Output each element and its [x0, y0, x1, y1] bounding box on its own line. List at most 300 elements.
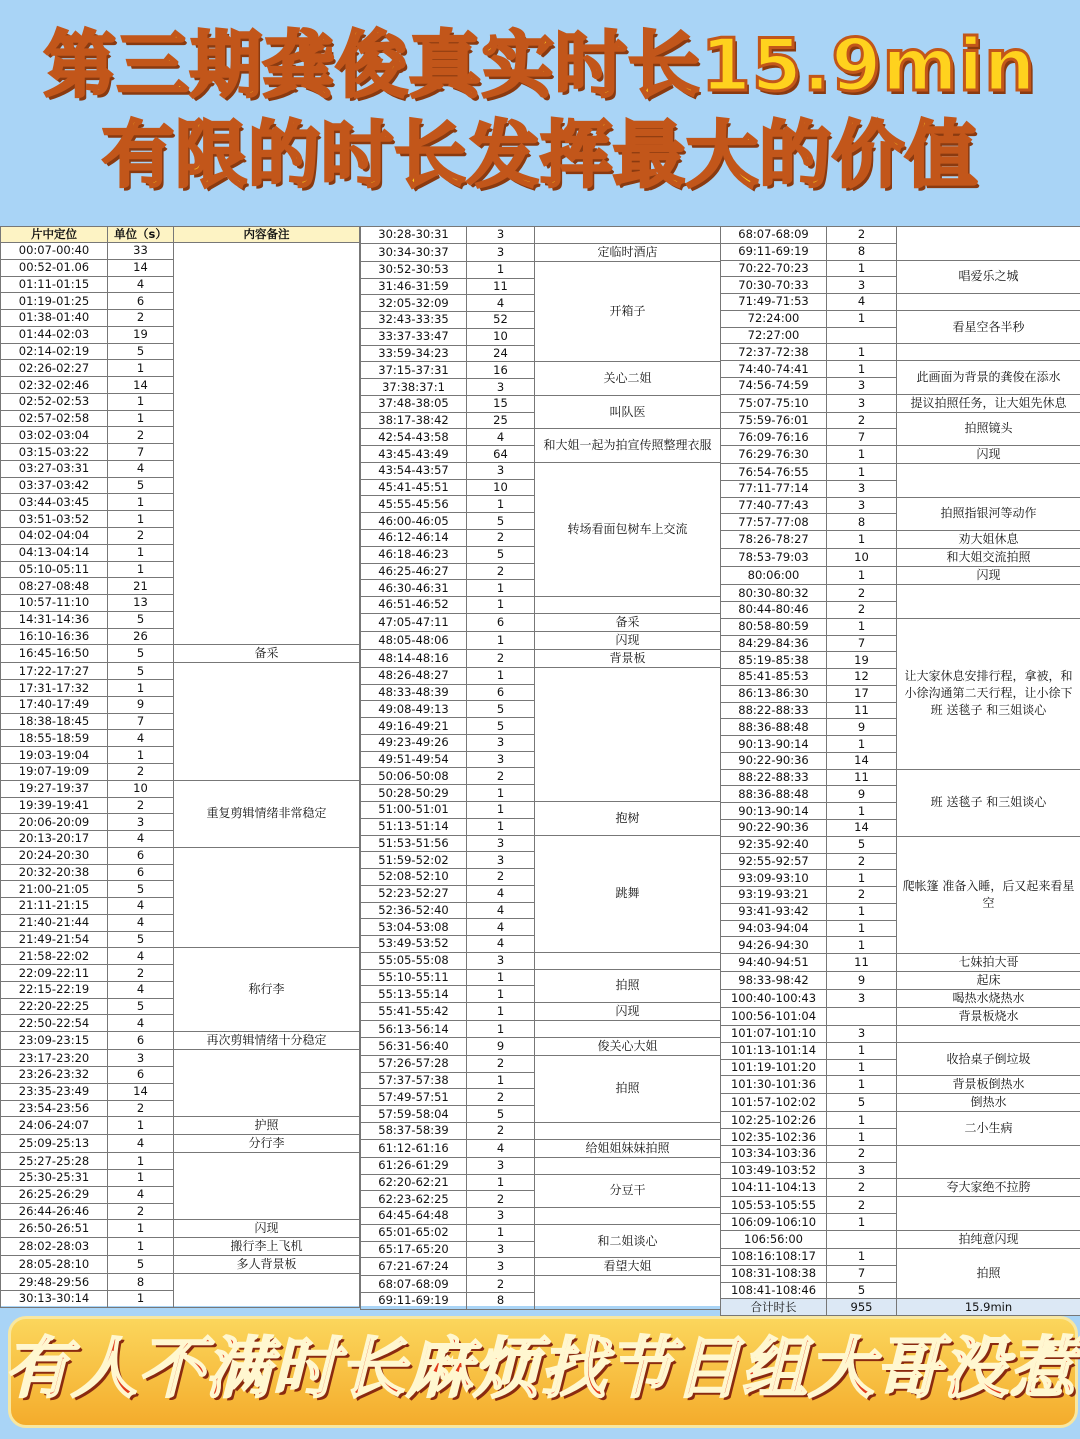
seconds-cell: 8 [108, 1274, 174, 1291]
seconds-cell: 4 [467, 429, 535, 446]
seconds-cell: 10 [467, 328, 535, 345]
time-range-cell: 93:19-93:21 [721, 887, 827, 904]
note-cell [897, 344, 1080, 361]
time-range-cell: 64:45-64:48 [361, 1208, 467, 1225]
note-cell [897, 585, 1080, 619]
seconds-cell: 1 [467, 1174, 535, 1191]
time-range-cell: 19:39-19:41 [1, 797, 108, 814]
note-cell [535, 597, 721, 614]
time-range-cell: 22:50-22:54 [1, 1015, 108, 1032]
note-cell: 俊关心大姐 [535, 1037, 721, 1055]
seconds-cell: 2 [108, 797, 174, 814]
seconds-cell: 5 [108, 611, 174, 628]
note-cell [535, 1157, 721, 1174]
time-range-cell: 48:33-48:39 [361, 684, 467, 701]
seconds-cell: 8 [827, 514, 897, 531]
time-range-cell: 26:50-26:51 [1, 1220, 108, 1238]
time-range-cell: 03:44-03:45 [1, 494, 108, 511]
time-range-cell: 17:22-17:27 [1, 663, 108, 680]
note-cell: 定临时酒店 [535, 243, 721, 261]
table-row [721, 954, 1080, 972]
table-row [361, 1003, 721, 1021]
seconds-cell: 3 [467, 462, 535, 479]
table-row [361, 1055, 721, 1072]
seconds-cell: 1 [467, 496, 535, 513]
table-row [721, 972, 1080, 990]
seconds-cell: 4 [108, 460, 174, 477]
time-range-cell: 23:35-23:49 [1, 1083, 108, 1100]
time-range-cell: 78:26-78:27 [721, 531, 827, 549]
note-cell: 起床 [897, 972, 1080, 990]
seconds-cell: 1 [108, 1117, 174, 1135]
time-range-cell: 30:34-30:37 [361, 243, 467, 261]
time-range-cell: 76:54-76:55 [721, 464, 827, 481]
seconds-cell: 3 [467, 1208, 535, 1225]
time-range-cell: 01:38-01:40 [1, 310, 108, 327]
seconds-cell: 3 [467, 751, 535, 768]
time-range-cell: 57:26-57:28 [361, 1055, 467, 1072]
note-cell [535, 952, 721, 969]
seconds-cell: 3 [108, 1050, 174, 1067]
note-cell: 护照 [174, 1117, 360, 1135]
table-header-row [1, 227, 360, 243]
time-range-cell: 52:08-52:10 [361, 869, 467, 886]
time-range-cell: 55:41-55:42 [361, 1003, 467, 1021]
seconds-cell: 12 [827, 669, 897, 686]
seconds-cell: 3 [827, 990, 897, 1008]
seconds-cell: 2 [108, 528, 174, 545]
note-cell: 收拾桌子倒垃圾 [897, 1042, 1080, 1076]
note-cell: 看星空各半秒 [897, 310, 1080, 344]
time-range-cell: 20:13-20:17 [1, 831, 108, 848]
seconds-cell: 1 [827, 803, 897, 820]
note-cell [897, 227, 1080, 261]
time-range-cell: 85:41-85:53 [721, 669, 827, 686]
time-range-cell: 45:41-45:51 [361, 479, 467, 496]
seconds-cell: 4 [108, 898, 174, 915]
seconds-cell: 15 [467, 395, 535, 412]
note-cell [174, 243, 360, 645]
time-range-cell: 77:40-77:43 [721, 497, 827, 514]
seconds-cell: 1 [827, 310, 897, 327]
time-range-cell: 106:56:00 [721, 1230, 827, 1248]
time-range-cell: 70:30-70:33 [721, 277, 827, 294]
note-cell [174, 1274, 360, 1308]
seconds-cell: 5 [108, 645, 174, 663]
seconds-cell: 9 [827, 786, 897, 803]
time-range-cell: 80:30-80:32 [721, 585, 827, 602]
time-range-cell: 03:02-03:04 [1, 427, 108, 444]
table-row [1, 847, 360, 864]
seconds-cell: 1 [108, 544, 174, 561]
time-range-cell: 00:07-00:40 [1, 243, 108, 260]
note-cell: 拍纯意闪现 [897, 1230, 1080, 1248]
time-range-cell: 101:57-102:02 [721, 1094, 827, 1112]
note-cell: 闪现 [174, 1220, 360, 1238]
seconds-cell: 19 [108, 326, 174, 343]
seconds-cell: 14 [827, 752, 897, 769]
table-row [361, 1157, 721, 1174]
note-cell: 备采 [174, 645, 360, 663]
time-range-cell: 38:17-38:42 [361, 412, 467, 429]
note-cell: 拍照指银河等动作 [897, 497, 1080, 531]
seconds-cell: 2 [467, 1089, 535, 1106]
seconds-cell: 4 [108, 831, 174, 848]
note-cell: 背景板倒热水 [897, 1076, 1080, 1094]
seconds-cell: 26 [108, 628, 174, 645]
time-range-cell: 100:56-101:04 [721, 1008, 827, 1026]
seconds-cell: 2 [467, 530, 535, 547]
time-range-cell: 45:55-45:56 [361, 496, 467, 513]
table-row [721, 294, 1080, 311]
seconds-cell: 1 [827, 1059, 897, 1076]
time-range-cell: 23:09-23:15 [1, 1032, 108, 1050]
time-range-cell: 56:13-56:14 [361, 1021, 467, 1038]
note-cell: 多人背景板 [174, 1256, 360, 1274]
seconds-cell: 1 [108, 360, 174, 377]
time-range-cell: 61:12-61:16 [361, 1139, 467, 1157]
seconds-cell: 2 [827, 1145, 897, 1162]
note-cell: 喝热水烧热水 [897, 990, 1080, 1008]
seconds-cell: 2 [108, 965, 174, 982]
seconds-cell: 6 [467, 613, 535, 631]
seconds-cell: 1 [467, 1021, 535, 1038]
note-cell: 爬帐篷 准备入睡，后又起来看星空 [897, 836, 1080, 953]
time-range-cell: 65:17-65:20 [361, 1241, 467, 1258]
table-row [1, 1117, 360, 1135]
time-range-cell: 75:07-75:10 [721, 394, 827, 412]
time-range-cell: 48:05-48:06 [361, 631, 467, 649]
seconds-cell: 10 [827, 549, 897, 567]
table-row [1, 1050, 360, 1067]
seconds-cell: 3 [467, 227, 535, 244]
note-cell [897, 1145, 1080, 1179]
time-range-cell: 71:49-71:53 [721, 294, 827, 311]
time-range-cell: 84:29-84:36 [721, 635, 827, 652]
table-row [361, 462, 721, 479]
time-range-cell: 51:53-51:56 [361, 835, 467, 852]
time-range-cell: 65:01-65:02 [361, 1224, 467, 1241]
seconds-cell: 5 [108, 663, 174, 680]
seconds-cell: 1 [827, 870, 897, 887]
seconds-cell: 5 [108, 477, 174, 494]
note-cell: 称行李 [174, 948, 360, 1032]
seconds-cell: 1 [827, 903, 897, 920]
table-row [721, 1042, 1080, 1059]
seconds-cell: 4 [827, 294, 897, 311]
time-range-cell: 30:13-30:14 [1, 1291, 108, 1308]
seconds-cell: 1 [108, 1153, 174, 1170]
time-range-cell: 92:55-92:57 [721, 853, 827, 870]
time-range-cell: 90:22-90:36 [721, 752, 827, 769]
note-cell: 给姐姐妹妹拍照 [535, 1139, 721, 1157]
seconds-cell: 1 [467, 785, 535, 802]
note-cell: 拍照镜头 [897, 412, 1080, 446]
seconds-cell: 4 [467, 295, 535, 312]
seconds-cell: 3 [467, 952, 535, 969]
table-row [361, 631, 721, 649]
seconds-cell: 6 [108, 847, 174, 864]
seconds-cell: 2 [467, 1276, 535, 1293]
seconds-cell: 1 [827, 361, 897, 378]
time-range-cell: 108:41-108:46 [721, 1282, 827, 1299]
time-range-cell: 80:44-80:46 [721, 602, 827, 619]
seconds-cell: 11 [827, 702, 897, 719]
seconds-cell: 3 [467, 243, 535, 261]
seconds-cell: 1 [467, 1072, 535, 1089]
note-cell [897, 1197, 1080, 1231]
note-cell: 跳舞 [535, 835, 721, 952]
table-row [721, 990, 1080, 1008]
time-range-cell: 90:13-90:14 [721, 736, 827, 753]
seconds-cell: 6 [108, 293, 174, 310]
seconds-cell: 2 [827, 602, 897, 619]
time-range-cell: 77:57-77:08 [721, 514, 827, 531]
time-range-cell: 57:59-58:04 [361, 1106, 467, 1123]
note-cell [535, 1122, 721, 1139]
seconds-cell: 9 [827, 719, 897, 736]
time-range-cell: 25:27-25:28 [1, 1153, 108, 1170]
table-row [361, 362, 721, 379]
time-range-cell: 74:40-74:41 [721, 361, 827, 378]
seconds-cell: 1 [827, 618, 897, 635]
note-cell: 拍照 [535, 1055, 721, 1122]
time-range-cell: 72:37-72:38 [721, 344, 827, 361]
seconds-cell: 6 [108, 1032, 174, 1050]
table-row [721, 1112, 1080, 1129]
time-range-cell: 23:26-23:32 [1, 1066, 108, 1083]
time-range-cell: 20:24-20:30 [1, 847, 108, 864]
note-cell: 班 送毯子 和三姐谈心 [897, 769, 1080, 836]
note-cell: 分行李 [174, 1135, 360, 1153]
note-cell: 和大姐一起为拍宣传照整理衣服 [535, 429, 721, 463]
seconds-cell [827, 1008, 897, 1026]
seconds-cell: 2 [467, 649, 535, 667]
note-cell: 备采 [535, 613, 721, 631]
seconds-cell: 21 [108, 578, 174, 595]
seconds-cell: 2 [827, 227, 897, 244]
note-cell: 闪现 [897, 567, 1080, 585]
header-unit: 单位（s） [108, 227, 174, 243]
time-range-cell: 101:19-101:20 [721, 1059, 827, 1076]
time-range-cell: 30:28-30:31 [361, 227, 467, 244]
seconds-cell: 4 [108, 1015, 174, 1032]
time-range-cell: 33:37-33:47 [361, 328, 467, 345]
note-cell [897, 464, 1080, 498]
time-range-cell: 100:40-100:43 [721, 990, 827, 1008]
table-row [721, 585, 1080, 602]
time-range-cell: 22:15-22:19 [1, 981, 108, 998]
seconds-cell: 5 [467, 718, 535, 735]
note-cell: 背景板 [535, 649, 721, 667]
seconds-cell: 1 [827, 1076, 897, 1094]
time-range-cell: 80:58-80:59 [721, 618, 827, 635]
seconds-cell: 5 [827, 836, 897, 853]
seconds-cell: 2 [108, 1203, 174, 1220]
time-range-cell: 46:25-46:27 [361, 563, 467, 580]
seconds-cell: 4 [108, 730, 174, 747]
duration-spreadsheet [0, 226, 1080, 1314]
table-row [721, 1248, 1080, 1265]
seconds-cell: 9 [108, 696, 174, 713]
time-range-cell: 37:15-37:31 [361, 362, 467, 379]
time-range-cell: 28:02-28:03 [1, 1238, 108, 1256]
table-row [1, 1220, 360, 1238]
table-row [1, 1256, 360, 1274]
seconds-cell: 64 [467, 446, 535, 463]
table-row [721, 549, 1080, 567]
note-cell [535, 1276, 721, 1310]
time-range-cell: 01:19-01:25 [1, 293, 108, 310]
seconds-cell: 1 [467, 1224, 535, 1241]
note-cell: 看望大姐 [535, 1258, 721, 1276]
seconds-cell: 1 [827, 446, 897, 464]
note-cell: 分豆干 [535, 1174, 721, 1208]
time-range-cell: 101:07-101:10 [721, 1026, 827, 1043]
seconds-cell: 1 [827, 937, 897, 954]
time-range-cell: 75:59-76:01 [721, 412, 827, 429]
time-range-cell: 88:36-88:48 [721, 719, 827, 736]
time-range-cell: 08:27-08:48 [1, 578, 108, 595]
note-cell: 倒热水 [897, 1094, 1080, 1112]
seconds-cell: 17 [827, 685, 897, 702]
time-range-cell: 51:13-51:14 [361, 818, 467, 835]
table-row [721, 1230, 1080, 1248]
seconds-cell: 2 [108, 763, 174, 780]
table-row [361, 597, 721, 614]
time-range-cell: 10:57-11:10 [1, 595, 108, 612]
time-range-cell: 02:52-02:53 [1, 393, 108, 410]
table-row [361, 613, 721, 631]
bottom-caption: 有人不满时长麻烦找节目组大哥没惹 [4, 1330, 1076, 1407]
time-range-cell: 02:14-02:19 [1, 343, 108, 360]
time-range-cell: 25:09-25:13 [1, 1135, 108, 1153]
seconds-cell: 1 [827, 344, 897, 361]
note-cell [174, 663, 360, 780]
seconds-cell: 1 [108, 393, 174, 410]
table-row [361, 395, 721, 412]
time-range-cell: 04:02-04:04 [1, 528, 108, 545]
table-column-3 [720, 226, 1080, 1316]
time-range-cell: 76:09-76:16 [721, 429, 827, 446]
seconds-cell: 5 [108, 1256, 174, 1274]
seconds-cell: 6 [467, 684, 535, 701]
table-row [721, 1197, 1080, 1214]
seconds-cell: 2 [827, 853, 897, 870]
time-range-cell: 17:31-17:32 [1, 680, 108, 697]
time-range-cell: 20:06-20:09 [1, 814, 108, 831]
table-row [361, 969, 721, 986]
note-cell: 再次剪辑情绪十分稳定 [174, 1032, 360, 1050]
seconds-cell: 3 [108, 814, 174, 831]
time-range-cell: 47:05-47:11 [361, 613, 467, 631]
note-cell: 背景板烧水 [897, 1008, 1080, 1026]
table-row [721, 464, 1080, 481]
time-range-cell: 50:06-50:08 [361, 768, 467, 785]
seconds-cell: 5 [467, 701, 535, 718]
seconds-cell: 14 [108, 259, 174, 276]
time-range-cell: 68:07-68:09 [721, 227, 827, 244]
table-row [361, 429, 721, 446]
seconds-cell: 2 [108, 1100, 174, 1117]
seconds-cell: 2 [467, 768, 535, 785]
table-row [721, 394, 1080, 412]
time-range-cell: 49:08-49:13 [361, 701, 467, 718]
seconds-cell: 2 [467, 1191, 535, 1208]
time-range-cell: 43:45-43:49 [361, 446, 467, 463]
time-range-cell: 22:20-22:25 [1, 998, 108, 1015]
time-range-cell: 55:10-55:11 [361, 969, 467, 986]
time-range-cell: 21:00-21:05 [1, 881, 108, 898]
seconds-cell: 1 [467, 667, 535, 684]
table-row [721, 344, 1080, 361]
time-range-cell: 57:49-57:51 [361, 1089, 467, 1106]
time-range-cell: 52:36-52:40 [361, 902, 467, 919]
time-range-cell: 103:49-103:52 [721, 1162, 827, 1179]
time-range-cell: 23:54-23:56 [1, 1100, 108, 1117]
seconds-cell: 10 [108, 780, 174, 797]
time-range-cell: 26:25-26:29 [1, 1186, 108, 1203]
time-range-cell: 101:30-101:36 [721, 1076, 827, 1094]
table-row [1, 780, 360, 797]
table-row [361, 1208, 721, 1225]
time-range-cell: 46:00-46:05 [361, 513, 467, 530]
seconds-cell: 2 [827, 1197, 897, 1214]
table-column-1 [0, 226, 360, 1308]
table-row [1, 1032, 360, 1050]
seconds-cell: 33 [108, 243, 174, 260]
seconds-cell: 5 [108, 343, 174, 360]
table-row [361, 667, 721, 684]
time-range-cell: 30:52-30:53 [361, 261, 467, 278]
note-cell [174, 1050, 360, 1117]
seconds-cell: 3 [827, 394, 897, 412]
seconds-cell: 1 [108, 680, 174, 697]
seconds-cell: 8 [827, 243, 897, 260]
time-range-cell: 90:22-90:36 [721, 819, 827, 836]
note-cell [897, 294, 1080, 311]
seconds-cell: 13 [108, 595, 174, 612]
time-range-cell: 61:26-61:29 [361, 1157, 467, 1174]
seconds-cell: 5 [467, 513, 535, 530]
seconds-cell: 1 [108, 410, 174, 427]
seconds-cell: 2 [108, 310, 174, 327]
time-range-cell: 43:54-43:57 [361, 462, 467, 479]
time-range-cell: 57:37-57:38 [361, 1072, 467, 1089]
note-cell [174, 847, 360, 948]
time-range-cell: 74:56-74:59 [721, 377, 827, 394]
table-row [721, 310, 1080, 327]
seconds-cell: 2 [467, 869, 535, 886]
seconds-cell: 4 [467, 902, 535, 919]
seconds-cell: 3 [467, 1157, 535, 1174]
seconds-cell: 2 [827, 412, 897, 429]
table-row [361, 1174, 721, 1191]
total-row [721, 1299, 1080, 1316]
seconds-cell: 14 [108, 1083, 174, 1100]
total-minutes: 15.9min [897, 1299, 1080, 1316]
table-row [721, 227, 1080, 244]
seconds-cell: 4 [108, 276, 174, 293]
seconds-cell: 11 [467, 278, 535, 295]
time-range-cell: 02:57-02:58 [1, 410, 108, 427]
table-row [1, 1274, 360, 1291]
note-cell: 转场看面包树车上交流 [535, 462, 721, 596]
time-range-cell: 94:26-94:30 [721, 937, 827, 954]
time-range-cell: 19:03-19:04 [1, 747, 108, 764]
time-range-cell: 49:23-49:26 [361, 734, 467, 751]
note-cell [535, 667, 721, 801]
